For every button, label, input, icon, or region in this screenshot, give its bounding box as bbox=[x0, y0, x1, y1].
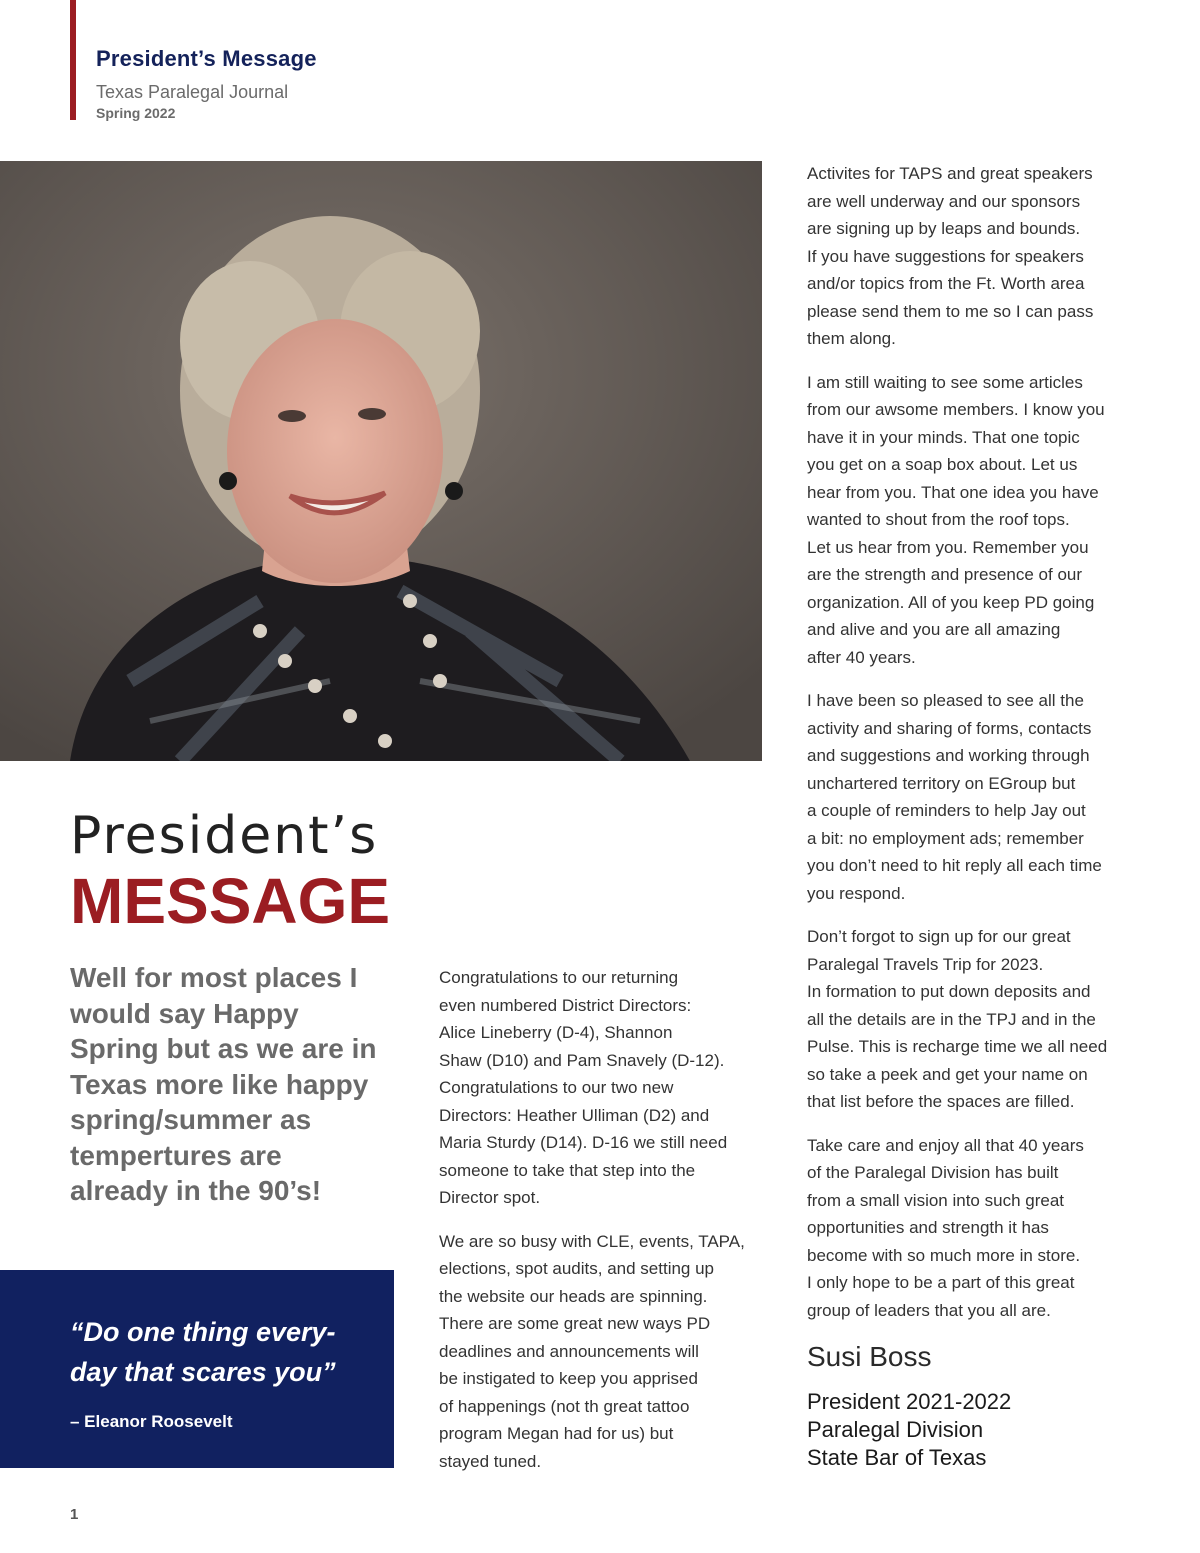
body-paragraph: Take care and enjoy all that 40 years of the Paralegal Division has built from a small vision into such great opportunities and strength it has become with so much more in store. I only hope to be a part of this great group of leaders that you all are. bbox=[807, 1135, 1084, 1320]
issue-date: Spring 2022 bbox=[96, 105, 176, 121]
section-title: President’s Message bbox=[96, 46, 317, 71]
body-paragraph: Activites for TAPS and great speakers are well underway and our sponsors are signing up by leaps and bounds. If you have suggestions for speakers and/or topics from the Ft. Worth area please send them to me so I can pass them along. bbox=[807, 164, 1094, 348]
header-accent-bar bbox=[70, 0, 76, 120]
headline-message: MESSAGE bbox=[70, 865, 391, 937]
body-paragraph: I am still waiting to see some articles from our awsome members. I know you have it in your minds. That one topic you get on a soap box about. Let us hear from you. That one idea you have wanted to shout from the roof tops. Let us hear from you. Remember you are the strength and presence of our organization. All of you keep PD going and alive and you are all amazing after 40 years. bbox=[807, 372, 1105, 667]
portrait-illustration bbox=[0, 161, 762, 761]
body-paragraph: We are so busy with CLE, events, TAPA, elections, spot audits, and setting up the website our heads are spinning. There are some great new ways PD deadlines and announcements will be instigated to keep you apprised of happenings (not th great tattoo program Megan had for us) but stayed tuned. bbox=[439, 1231, 745, 1471]
quote-author: – Eleanor Roosevelt bbox=[70, 1412, 233, 1431]
president-portrait-photo bbox=[0, 161, 762, 761]
body-paragraph: Don’t forgot to sign up for our great Paralegal Travels Trip for 2023. In formation to put down deposits and all the details are in the TPJ and in the Pulse. This is recharge time we all need so take a peek and get your name on that list before the spaces are filled. bbox=[807, 927, 1108, 1111]
body-column-right bbox=[807, 160, 1137, 1472]
intro-paragraph: Well for most places I would say Happy Spring but as we are in Texas more like happy spring/summer as tempertures are already in the 90’s! bbox=[70, 962, 377, 1206]
page-number: 1 bbox=[70, 1506, 79, 1523]
signature-title: President 2021-2022 Paralegal Division State Bar of Texas bbox=[807, 1389, 1012, 1470]
quote-text: “Do one thing every- day that scares you” bbox=[70, 1317, 336, 1387]
body-paragraph: Congratulations to our returning even numbered District Directors: Alice Lineberry (D-4), Shannon Shaw (D10) and Pam Snavely (D-12). Congratulations to our two new Directors: Heather Ulliman (D2) and Maria Sturdy (D14). D-16 we still need someone to take that step into the Director spot. bbox=[439, 968, 728, 1207]
body-paragraph: I have been so pleased to see all the activity and sharing of forms, contacts and suggestions and working through unchartered territory on EGroup but a couple of reminders to help Jay out a bit: no employment ads; remember you don’t need to hit reply all each time you respond. bbox=[807, 691, 1102, 903]
journal-name: Texas Paralegal Journal bbox=[96, 82, 289, 102]
body-column-middle bbox=[439, 964, 769, 1491]
signature-name: Susi Boss bbox=[807, 1341, 932, 1372]
headline-presidents: President’s bbox=[70, 806, 379, 866]
